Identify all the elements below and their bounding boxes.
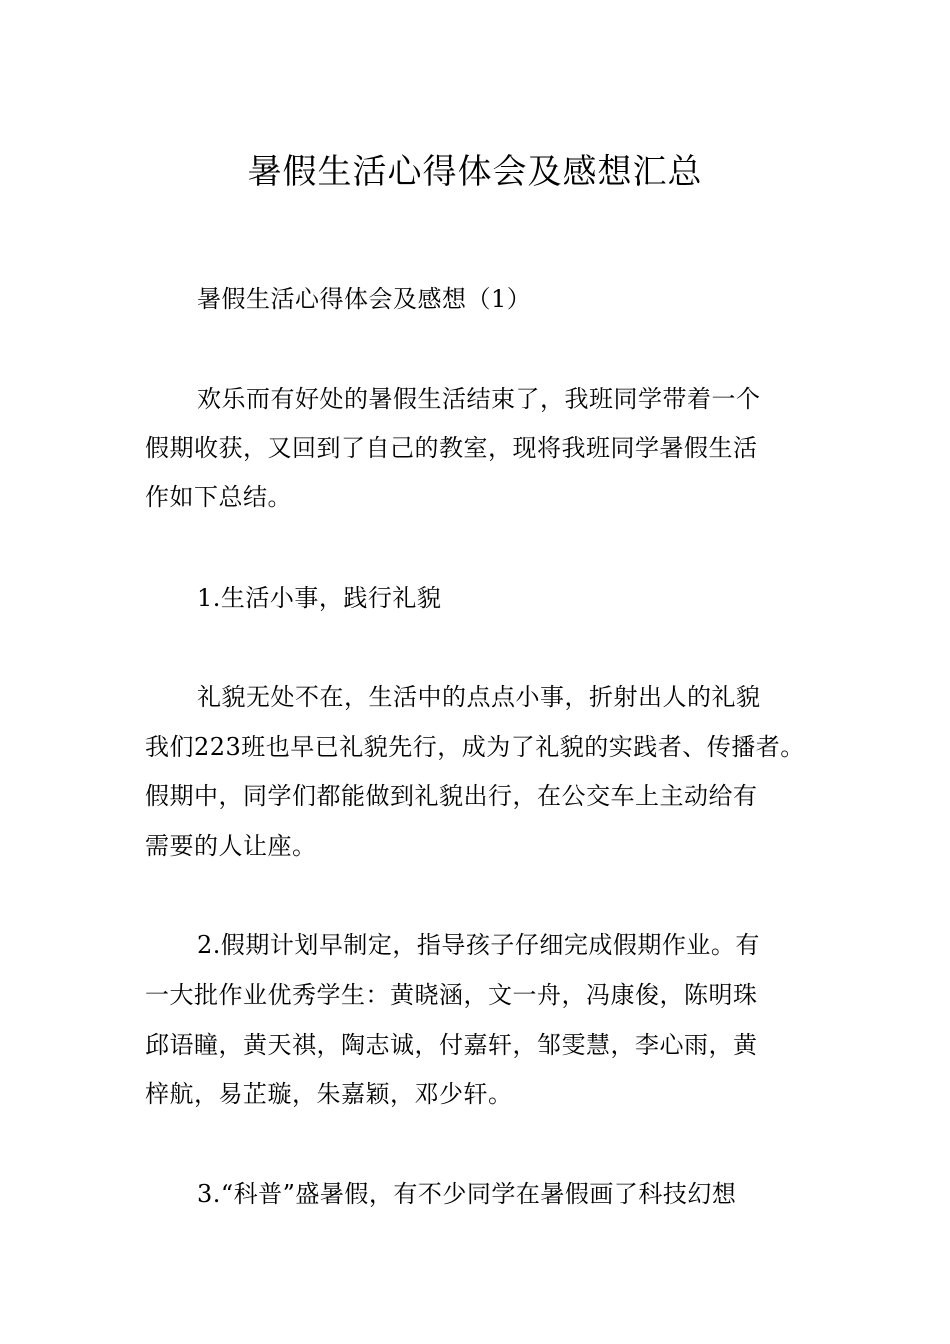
paragraph-line: 邱语瞳，黄天祺，陶志诚，付嘉轩，邹雯慧，李心雨，黄 [145,1031,758,1059]
document-title: 暑假生活心得体会及感想汇总 [247,151,703,192]
paragraph-line: 欢乐而有好处的暑假生活结束了，我班同学带着一个 [197,385,761,413]
paragraph-line: 需要的人让座。 [145,832,317,860]
paragraph-line: 1.生活小事，践行礼貌 [197,584,442,612]
paragraph-line: 作如下总结。 [145,483,292,511]
paragraph-line: 3.“科普”盛暑假，有不少同学在暑假画了科技幻想 [197,1180,737,1208]
paragraph-line: 假期中，同学们都能做到礼貌出行，在公交车上主动给有 [145,782,758,810]
paragraph-line: 2.假期计划早制定，指导孩子仔细完成假期作业。有 [197,931,760,959]
paragraph-line: 梓航，易芷璇，朱嘉颖，邓少轩。 [145,1080,513,1108]
paragraph-line: 一大批作业优秀学生：黄晓涵，文一舟，冯康俊，陈明珠 [145,981,758,1009]
paragraph-line: 我们223班也早已礼貌先行，成为了礼貌的实践者、传播者。 [145,733,805,761]
paragraph-line: 礼貌无处不在，生活中的点点小事，折射出人的礼貌 [197,683,761,711]
paragraph-line: 假期收获，又回到了自己的教室，现将我班同学暑假生活 [145,434,758,462]
section-heading: 暑假生活心得体会及感想（1） [197,285,532,313]
